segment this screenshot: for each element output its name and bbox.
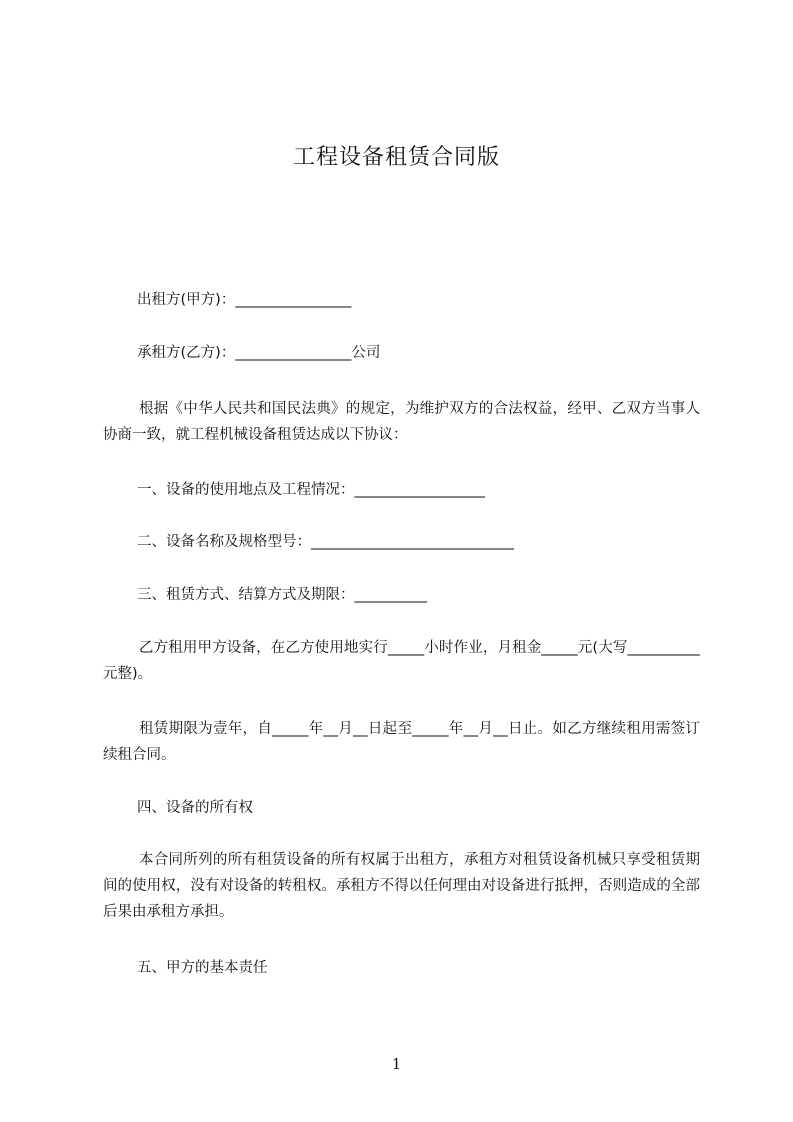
rent-paragraph: 乙方租用甲方设备，在乙方使用地实行_____小时作业，月租金_____元(大写__________元整)。 — [103, 640, 700, 682]
section-5-heading: 五、甲方的基本责任 — [137, 960, 268, 976]
intro-paragraph: 根据《中华人民共和国民法典》的规定，为维护双方的合法权益，经甲、乙双方当事人协商一致，就工程机械设备租赁达成以下协议： — [103, 401, 700, 443]
section-3-heading: 三、租赁方式、结算方式及期限：__________ — [137, 587, 427, 603]
page-number: 1 — [391, 1055, 402, 1073]
section-2-heading: 二、设备名称及规格型号：____________________________ — [137, 534, 514, 550]
document-title: 工程设备租赁合同版 — [292, 145, 500, 170]
lessor-line: 出租方(甲方)：________________ — [137, 292, 352, 308]
lessee-line: 承租方(乙方)：________________公司 — [137, 345, 381, 361]
section-4-heading: 四、设备的所有权 — [137, 800, 253, 816]
ownership-paragraph: 本合同所列的所有租赁设备的所有权属于出租方，承租方对租赁设备机械只享受租赁期间的使用权，没有对设备的转租权。承租方不得以任何理由对设备进行抵押，否则造成的全部后果由承租方承担。 — [103, 852, 700, 920]
term-paragraph: 租赁期限为壹年，自_____年__月__日起至_____年__月__日止。如乙方继续租用需签订续租合同。 — [103, 721, 700, 763]
section-1-heading: 一、设备的使用地点及工程情况：__________________ — [137, 482, 485, 498]
